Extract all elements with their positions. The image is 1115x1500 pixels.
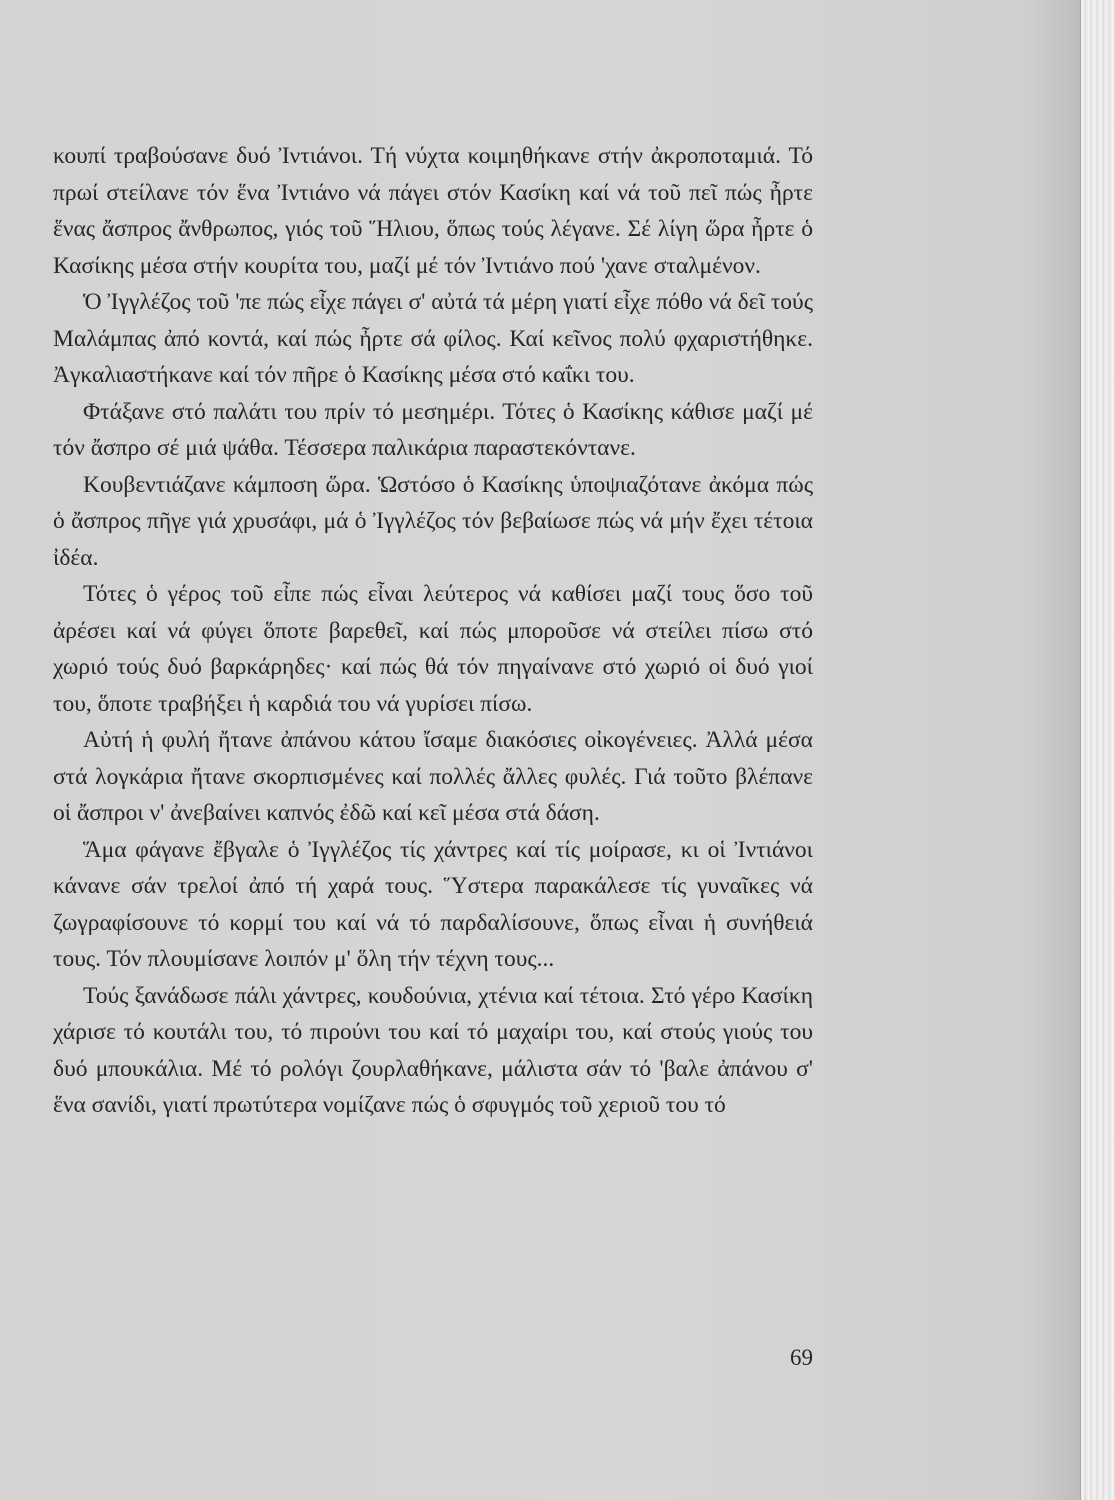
paragraph: Φτάξανε στό παλάτι του πρίν τό μεσημέρι. Τότες ὁ Κασίκης κάθισε μαζί μέ τόν ἄσπρο σέ μιά ψάθα. Τέσσερα παλικάρια παραστεκόντανε. bbox=[53, 398, 813, 461]
paragraph: Ἅμα φάγανε ἔβγαλε ὁ Ἰγγλέζος τίς χάντρες καί τίς μοίρασε, κι οἱ Ἰντιάνοι κάνανε σάν τρελοί ἀπό τή χαρά τους. Ὕστερα παρακάλεσε τίς γυναῖκες νά ζωγραφίσουνε τό κορμί του καί νά τό παρδαλίσουνε, ὅπως εἶναι ἡ συνήθειά τους. Τόν πλουμίσανε λοιπόν μ' ὅλη τήν τέχνη τους... bbox=[53, 836, 813, 972]
page-edge bbox=[1080, 0, 1115, 1500]
paragraph: Τούς ξανάδωσε πάλι χάντρες, κουδούνια, χτένια καί τέτοια. Στό γέρο Κασίκη χάρισε τό κουτάλι του, τό πιρούνι του καί τό μαχαίρι του, καί στούς γιούς του δυό μπουκάλια. Μέ τό ρολόγι ζουρλαθήκανε, μάλιστα σάν τό 'βαλε ἀπάνου σ' ἕνα σανίδι, γιατί πρωτύτερα νομίζανε πώς ὁ σφυγμός τοῦ χεριοῦ του τό bbox=[53, 982, 813, 1118]
paragraph: Τότες ὁ γέρος τοῦ εἶπε πώς εἶναι λεύτερος νά καθίσει μαζί τους ὅσο τοῦ ἀρέσει καί νά φύγει ὅποτε βαρεθεῖ, καί πώς μποροῦσε νά στείλει πίσω στό χωριό τούς δυό βαρκάρηδες· καί πώς θά τόν πηγαίνανε στό χωριό οἱ δυό γιοί του, ὅποτε τραβήξει ἡ καρδιά του νά γυρίσει πίσω. bbox=[53, 581, 813, 717]
page-number: 69 bbox=[790, 1345, 813, 1370]
body-text bbox=[53, 138, 813, 1124]
paragraph: Αὐτή ἡ φυλή ἤτανε ἀπάνου κάτου ἴσαμε διακόσιες οἰκογένειες. Ἀλλά μέσα στά λογκάρια ἤτανε σκορπισμένες καί πολλές ἄλλες φυλές. Γιά τοῦτο βλέπανε οἱ ἄσπροι ν' ἀνεβαίνει καπνός ἐδῶ καί κεῖ μέσα στά δάση. bbox=[53, 727, 813, 826]
paragraph: Κουβεντιάζανε κάμποση ὥρα. Ὡστόσο ὁ Κασίκης ὑποψιαζότανε ἀκόμα πώς ὁ ἄσπρος πῆγε γιά χρυσάφι, μά ὁ Ἰγγλέζος τόν βεβαίωσε πώς νά μήν ἔχει τέτοια ἰδέα. bbox=[53, 471, 813, 571]
paragraph: Ὁ Ἰγγλέζος τοῦ 'πε πώς εἶχε πάγει σ' αὐτά τά μέρη γιατί εἶχε πόθο νά δεῖ τούς Μαλάμπας ἀπό κοντά, καί πώς ἦρτε σά φίλος. Καί κεῖνος πολύ φχαριστήθηκε. Ἀγκαλιαστήκανε καί τόν πῆρε ὁ Κασίκης μέσα στό καΐκι του. bbox=[53, 289, 813, 388]
paragraph: κουπί τραβούσανε δυό Ἰντιάνοι. Τή νύχτα κοιμηθήκανε στήν ἀκροποταμιά. Τό πρωί στείλανε τόν ἕνα Ἰντιάνο νά πάγει στόν Κασίκη καί νά τοῦ πεῖ πώς ἦρτε ἕνας ἄσπρος ἄνθρωπος, γιός τοῦ Ἥλιου, ὅπως τούς λέγανε. Σέ λίγη ὥρα ἦρτε ὁ Κασίκης μέσα στήν κουρίτα του, μαζί μέ τόν Ἰντιάνο πού 'χανε σταλμένον. bbox=[53, 143, 813, 279]
